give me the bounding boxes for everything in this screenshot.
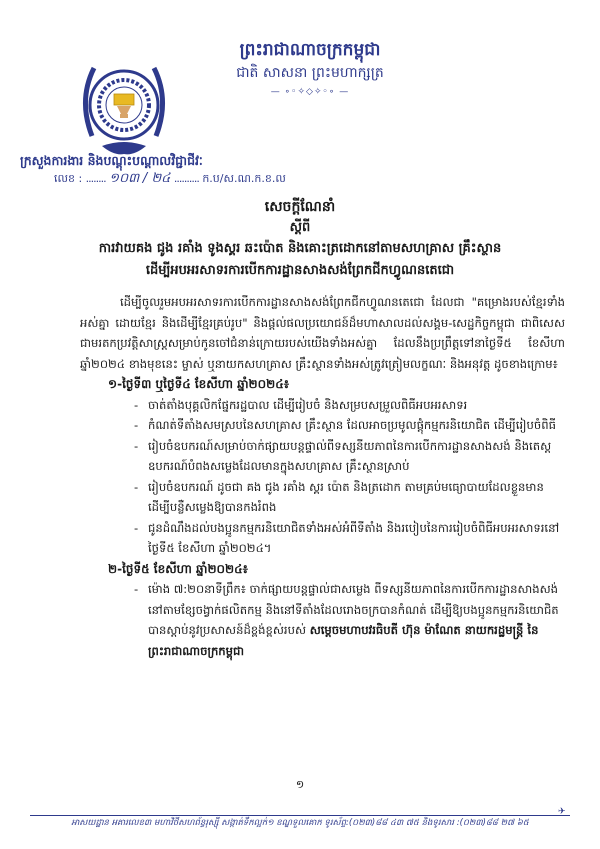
list-item: - ជូនដំណឹងដល់បងប្អូនកម្មករនិយោជិតទាំងអស់អំពីទីតាំង និងរបៀបនៃការរៀបចំពិធីអបអរសាទរនៅថ្ងៃទី៥ ខែសីហា ឆ្នាំ២០២៤។ <box>134 518 565 559</box>
kingdom-title: ព្រះរាជាណាចក្រកម្ពុជា <box>239 40 381 60</box>
document-body <box>80 292 565 661</box>
list-item: - ចាត់តាំងបុគ្គលិកផ្នែករដ្ឋបាល ដើម្បីរៀបចំ និងសម្របសម្រួលពិធីអបអរសាទរ <box>134 395 565 416</box>
section-2-list <box>80 579 565 661</box>
ornament-divider: — ∘◦✧◇✧◦∘ — <box>270 87 350 97</box>
title-regarding: ស្តីពី <box>289 220 311 235</box>
reference-year: ២៤ <box>151 171 171 186</box>
intro-paragraph: ដើម្បីចូលរួមអបអរសាទរការបើកការដ្ឋានសាងសង់ព្រែកជីកហ្វូណនតេជោ ដែលជា "គម្រោងរបស់ខ្មែរទាំងអស់គ្នា ដោយខ្មែរ និងដើម្បីខ្មែរគ្រប់រូប" និងផ្តល់ផលប្រយោជន៍ដ៏មហាសាលដល់សង្គម-សេដ្ឋកិច្ចកម្ពុជា ជាពិសេសជាមរតកប្រវត្តិសាស្ត្រសម្រាប់កូនចៅជំនាន់ក្រោយរបស់យើងទាំងអស់គ្នា ដែលនឹងប្រព្រឹត្តទៅនាថ្ងៃទី៥ ខែសីហា ឆ្នាំ២០២៤ ខាងមុខនេះ ម្ចាស់ ឬនាយកសហគ្រាស គ្រឹះស្ថានទាំងអស់ត្រូវត្រៀមលក្ខណៈ និងអនុវត្ត ដូចខាងក្រោម៖ <box>80 295 565 371</box>
list-item: - កំណត់ទីតាំងសមស្របនៃសហគ្រាស គ្រឹះស្ថាន ដែលអាចប្រមូលផ្តុំកម្មករនិយោជិត ដើម្បីរៀបចំពិធី <box>134 415 565 436</box>
footer-address: អាសយដ្ឋាន អគារលេខ៣ មហាវិថីសហព័ន្ធរុស្ស៊ី សង្កាត់ទឹកល្អក់១ ខណ្ឌទួលគោក ទូរស័ព្ទ:(០២៣)៨៨ ៤៣ ៧៥ និងទូរសារ :(០២៣)៨៨ ២៧ ៦៥ <box>71 818 529 828</box>
document-title <box>40 196 560 282</box>
title-subject-line-2: ដើម្បីអបអរសាទរការបើកការដ្ឋានសាងសង់ព្រែកជីកហ្វូណនតេជោ <box>145 263 455 278</box>
ministry-block <box>20 152 286 188</box>
list-item-text: ម៉ោង ៧:២០នាទីព្រឹក៖ ចាក់ផ្សាយបន្តផ្ទាល់ជាសម្លេង ពីទស្សនីយភាពនៃការបើកការដ្ឋានសាងសង់ នៅតាមខ្សែចង្វាក់ផលិតកម្ម និងនៅទីតាំងដែលរោងចក្របានកំណត់ ដើម្បីឱ្យបងប្អូនកម្មករនិយោជិតបានស្តាប់នូវប្រសាសន៍ដ៏ខ្ពង់ខ្ពស់របស់ <box>148 582 559 637</box>
reference-separator: / <box>142 171 152 186</box>
ministry-emblem-icon <box>74 50 174 160</box>
ministry-name: ក្រសួងការងារ និងបណ្តុះបណ្តាលវិជ្ជាជីវៈ <box>20 153 203 168</box>
kingdom-header <box>180 38 440 98</box>
page-number: ១ <box>295 778 305 791</box>
prime-minister-name: សម្តេចមហាបវរធិបតី ហ៊ុន ម៉ាណែត នាយករដ្ឋមន្ត្រី នៃព្រះរាជាណាចក្រកម្ពុជា <box>148 623 539 658</box>
title-subject-line-1: ការវាយគង ជូង រគាំង ទូងស្គរ ឆះប៉ោត និងគោះត្រដោកនៅតាមសហគ្រាស គ្រឹះស្ថាន <box>98 241 502 256</box>
reference-suffix: ក.ប/ស.ណ.ក.ខ.ល <box>202 172 286 185</box>
reference-number <box>20 170 286 188</box>
list-item: - រៀបចំឧបករណ៍សម្រាប់ចាក់ផ្សាយបន្តផ្ទាល់ពីទស្សនីយភាពនៃការបើកការដ្ឋានសាងសង់ និងតេស្តឧបករណ៍បំពងសម្លេងដែលមានក្នុងសហគ្រាស គ្រឹះស្ថានស្រាប់ <box>134 436 565 477</box>
footer-divider <box>30 815 570 816</box>
section-1-title: ១-ថ្ងៃទី៣ ឬថ្ងៃទី៤ ខែសីហា ឆ្នាំ២០២៤៖ <box>108 377 289 391</box>
dotted-leader: ........ <box>85 172 106 185</box>
section-2-title: ២-ថ្ងៃទី៥ ខែសីហា ឆ្នាំ២០២៤៖ <box>108 561 248 576</box>
national-motto: ជាតិ សាសនា ព្រះមហាក្សត្រ <box>236 65 384 81</box>
reference-number-value: ១០៣ <box>109 171 140 186</box>
list-item: - រៀបចំឧបករណ៍ ដូចជា គង ជូង រគាំង ស្គរ ប៉ោត និងត្រដោក តាមគ្រប់មធ្យោបាយដែលខ្លួនមាន ដើម្បីបន្លឺសម្លេងឱ្យបានកងរំពង <box>134 477 565 518</box>
reference-label: លេខ : <box>54 172 83 185</box>
section-1-list <box>80 395 565 559</box>
dotted-leader: .......... <box>173 172 199 185</box>
footer-ornament-icon: ✈ <box>558 807 566 817</box>
title-instruction: សេចក្តីណែនាំ <box>264 199 336 215</box>
list-item <box>134 579 565 661</box>
